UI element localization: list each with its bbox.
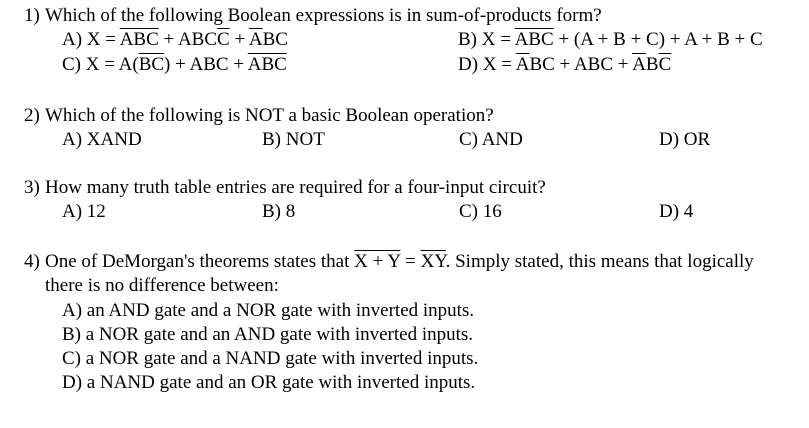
- expr-term: + (A + B + C) + A + B + C: [553, 29, 763, 50]
- expr-term: +: [229, 29, 249, 50]
- overbar-term: $\overline{C}$: [658, 54, 672, 75]
- question-3-option-d: D) 4: [659, 201, 694, 222]
- expr-term: X = A(: [85, 54, 139, 75]
- overbar-term: $\overline{BC}$: [138, 54, 165, 75]
- question-2-option-a: A) XAND: [62, 129, 142, 150]
- question-1-option-b-expr: [482, 29, 763, 50]
- question-2-option-c: C) AND: [459, 129, 523, 150]
- option-label: B): [458, 29, 477, 50]
- question-4-option-a: A) an AND gate and a NOR gate with inverted inputs.: [62, 300, 475, 321]
- expr-term: ) + ABC +: [164, 54, 248, 75]
- question-4-option-c: C) a NOR gate and a NAND gate with inverted inputs.: [62, 348, 479, 369]
- expr-term: X =: [86, 29, 120, 50]
- question-2-option-d: D) OR: [659, 129, 711, 150]
- overbar-term: $\overline{ABC}$: [247, 54, 287, 75]
- question-3-number: 3): [24, 177, 40, 198]
- expr-term: + ABC: [158, 29, 218, 50]
- question-2-option-b: B) NOT: [262, 129, 325, 150]
- question-1-option-c-expr: [86, 54, 287, 75]
- overbar-term: $\overline{A}$: [515, 54, 530, 75]
- question-2-number: 2): [24, 105, 40, 126]
- expr-term: B: [645, 54, 659, 75]
- question-4-option-d: D) a NAND gate and an OR gate with inverted inputs.: [62, 372, 476, 393]
- question-1-text: Which of the following Boolean expressions is in sum-of-products form?: [45, 5, 602, 26]
- question-4-number: 4): [24, 251, 40, 272]
- question-4-text-end: . Simply stated, this means that logically: [445, 251, 754, 272]
- overbar-term: $\overline{A}$: [632, 54, 646, 75]
- overbar-term: $\overline{ABC}$: [514, 29, 554, 50]
- demorgan-rhs-x: $\overline{X}$: [420, 251, 435, 272]
- question-1-number: 1): [24, 5, 40, 26]
- expr-term: X =: [481, 29, 515, 50]
- demorgan-rhs-y: $\overline{Y}$: [434, 251, 446, 272]
- option-label: D): [458, 54, 479, 75]
- question-3-text: How many truth table entries are required for a four-input circuit?: [45, 177, 546, 198]
- overbar-term: $\overline{A}$: [248, 29, 263, 50]
- question-3-option-c: C) 16: [459, 201, 502, 222]
- question-4-text: [45, 250, 754, 274]
- expr-term: X =: [482, 54, 516, 75]
- question-1-option-a-expr: [87, 29, 288, 50]
- question-4-text-line-2: there is no difference between:: [45, 275, 279, 296]
- expr-term: BC + ABC +: [529, 54, 633, 75]
- option-label: A): [62, 29, 83, 50]
- demorgan-equals: =: [400, 251, 421, 272]
- question-1-option-c: [62, 53, 287, 77]
- question-4-text-start: One of DeMorgan's theorems states that: [45, 251, 355, 272]
- question-2-text: Which of the following is NOT a basic Boolean operation?: [45, 105, 494, 126]
- overbar-term: $\overline{ABC}$: [119, 29, 159, 50]
- option-label: C): [62, 54, 81, 75]
- expr-term: BC: [262, 29, 288, 50]
- question-3-option-a: A) 12: [62, 201, 106, 222]
- overbar-term: $\overline{C}$: [217, 29, 230, 50]
- question-3-option-b: B) 8: [262, 201, 296, 222]
- question-1-option-d-expr: [483, 54, 671, 75]
- demorgan-lhs: X + Y: [354, 251, 401, 272]
- question-1-option-b: [458, 28, 763, 52]
- question-1-option-d: [458, 53, 671, 77]
- question-1-option-a: [62, 28, 288, 52]
- question-4-option-b: B) a NOR gate and an AND gate with inverted inputs.: [62, 324, 474, 345]
